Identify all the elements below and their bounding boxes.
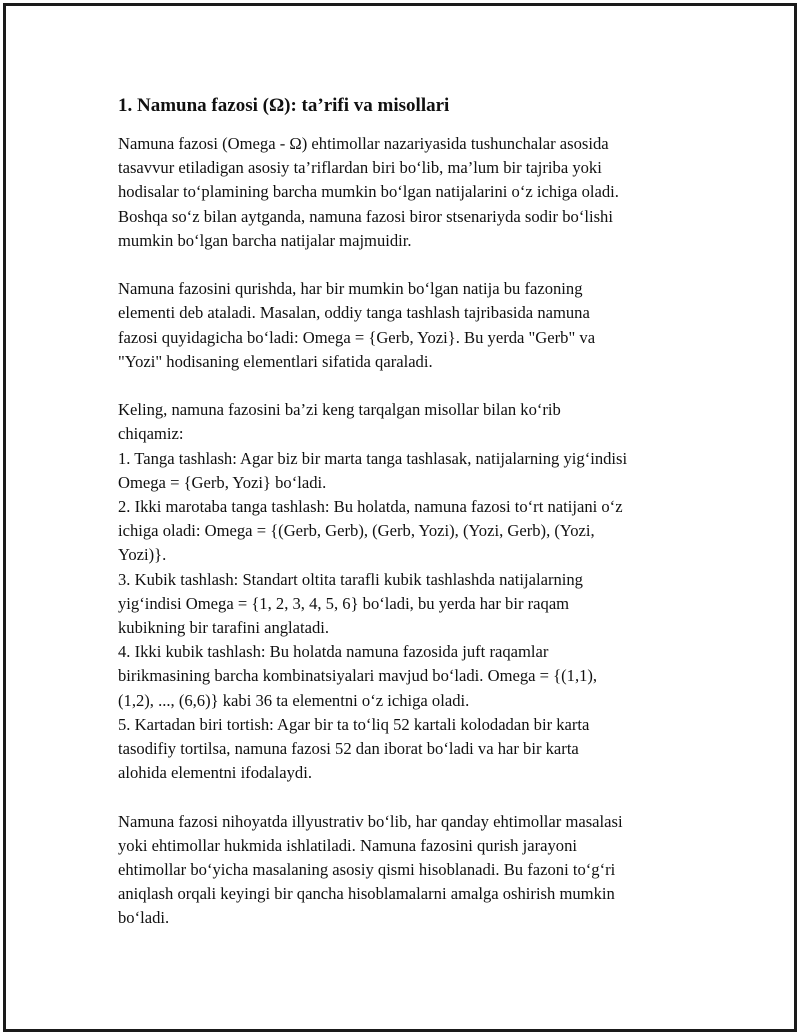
paragraph-examples	[118, 398, 708, 785]
paragraph-elements	[118, 277, 708, 374]
paragraph-gap	[118, 253, 708, 277]
text-line: fazosi quyidagicha boʻladi: Omega = {Gerb, Yozi}. Bu yerda "Gerb" va	[118, 327, 596, 347]
text-line: chiqamiz:	[118, 424, 184, 444]
text-line: Boshqa soʻz bilan aytganda, namuna fazosi biror stsenariyda sodir boʻlishi	[118, 206, 613, 226]
document-body	[118, 94, 708, 931]
text-line: Namuna fazosini qurishda, har bir mumkin boʻlgan natija bu fazoning	[118, 279, 583, 299]
text-line: elementi deb ataladi. Masalan, oddiy tanga tashlash tajribasida namuna	[118, 303, 590, 323]
text-line: ehtimollar boʻyicha masalaning asosiy qismi hisoblanadi. Bu fazoni toʻgʻri	[118, 860, 616, 880]
document-title: 1. Namuna fazosi (Ω): ta’rifi va misollari	[118, 95, 450, 116]
text-line: "Yozi" hodisaning elementlari sifatida qaraladi.	[118, 351, 433, 371]
list-item: 2. Ikki marotaba tanga tashlash: Bu holatda, namuna fazosi toʻrt natijani oʻz	[118, 497, 623, 517]
paragraph-gap	[118, 374, 708, 398]
text-line: Namuna fazosi (Omega - Ω) ehtimollar nazariyasida tushunchalar asosida	[118, 134, 609, 153]
list-item-continued: birikmasining barcha kombinatsiyalari mavjud boʻladi. Omega = {(1,1),	[118, 666, 598, 686]
list-item-continued: ichiga oladi: Omega = {(Gerb, Gerb), (Gerb, Yozi), (Yozi, Gerb), (Yozi,	[118, 521, 595, 541]
list-item-continued: Omega = {Gerb, Yozi} boʻladi.	[118, 472, 327, 492]
list-item-continued: kubikning bir tarafini anglatadi.	[118, 618, 330, 638]
list-item: 5. Kartadan biri tortish: Agar bir ta toʻliq 52 kartali kolodadan bir karta	[118, 714, 590, 734]
paragraph-gap	[118, 785, 708, 809]
list-item-continued: (1,2), ..., (6,6)} kabi 36 ta elementni oʻz ichiga oladi.	[118, 690, 470, 710]
text-line: aniqlash orqali keyingi bir qancha hisoblamalarni amalga oshirish mumkin	[118, 884, 615, 904]
text-line: hodisalar toʻplamining barcha mumkin boʻlgan natijalarini oʻz ichiga oladi.	[118, 182, 619, 202]
list-item: 1. Tanga tashlash: Agar biz bir marta tanga tashlasak, natijalarning yigʻindisi	[118, 448, 628, 468]
list-item-continued: Yozi)}.	[118, 545, 167, 565]
text-line: tasavvur etiladigan asosiy ta’riflardan biri boʻlib, ma’lum bir tajriba yoki	[118, 158, 602, 178]
text-line: mumkin boʻlgan barcha natijalar majmuidir.	[118, 230, 412, 250]
list-item-continued: tasodifiy tortilsa, namuna fazosi 52 dan iborat boʻladi va har bir karta	[118, 739, 579, 759]
list-item: 4. Ikki kubik tashlash: Bu holatda namuna fazosida juft raqamlar	[118, 642, 549, 662]
paragraph-definition	[118, 132, 708, 253]
text-line: Namuna fazosi nihoyatda illyustrativ boʻlib, har qanday ehtimollar masalasi	[118, 811, 623, 831]
list-item-continued: alohida elementni ifodalaydi.	[118, 763, 312, 783]
text-line: boʻladi.	[118, 908, 170, 928]
list-item: 3. Kubik tashlash: Standart oltita tarafli kubik tashlashda natijalarning	[118, 569, 583, 589]
list-item-continued: yigʻindisi Omega = {1, 2, 3, 4, 5, 6} boʻladi, bu yerda har bir raqam	[118, 593, 570, 613]
text-line: yoki ehtimollar hukmida ishlatiladi. Namuna fazosini qurish jarayoni	[118, 835, 577, 855]
text-line: Keling, namuna fazosini ba’zi keng tarqalgan misollar bilan koʻrib	[118, 400, 561, 420]
paragraph-conclusion	[118, 810, 708, 931]
